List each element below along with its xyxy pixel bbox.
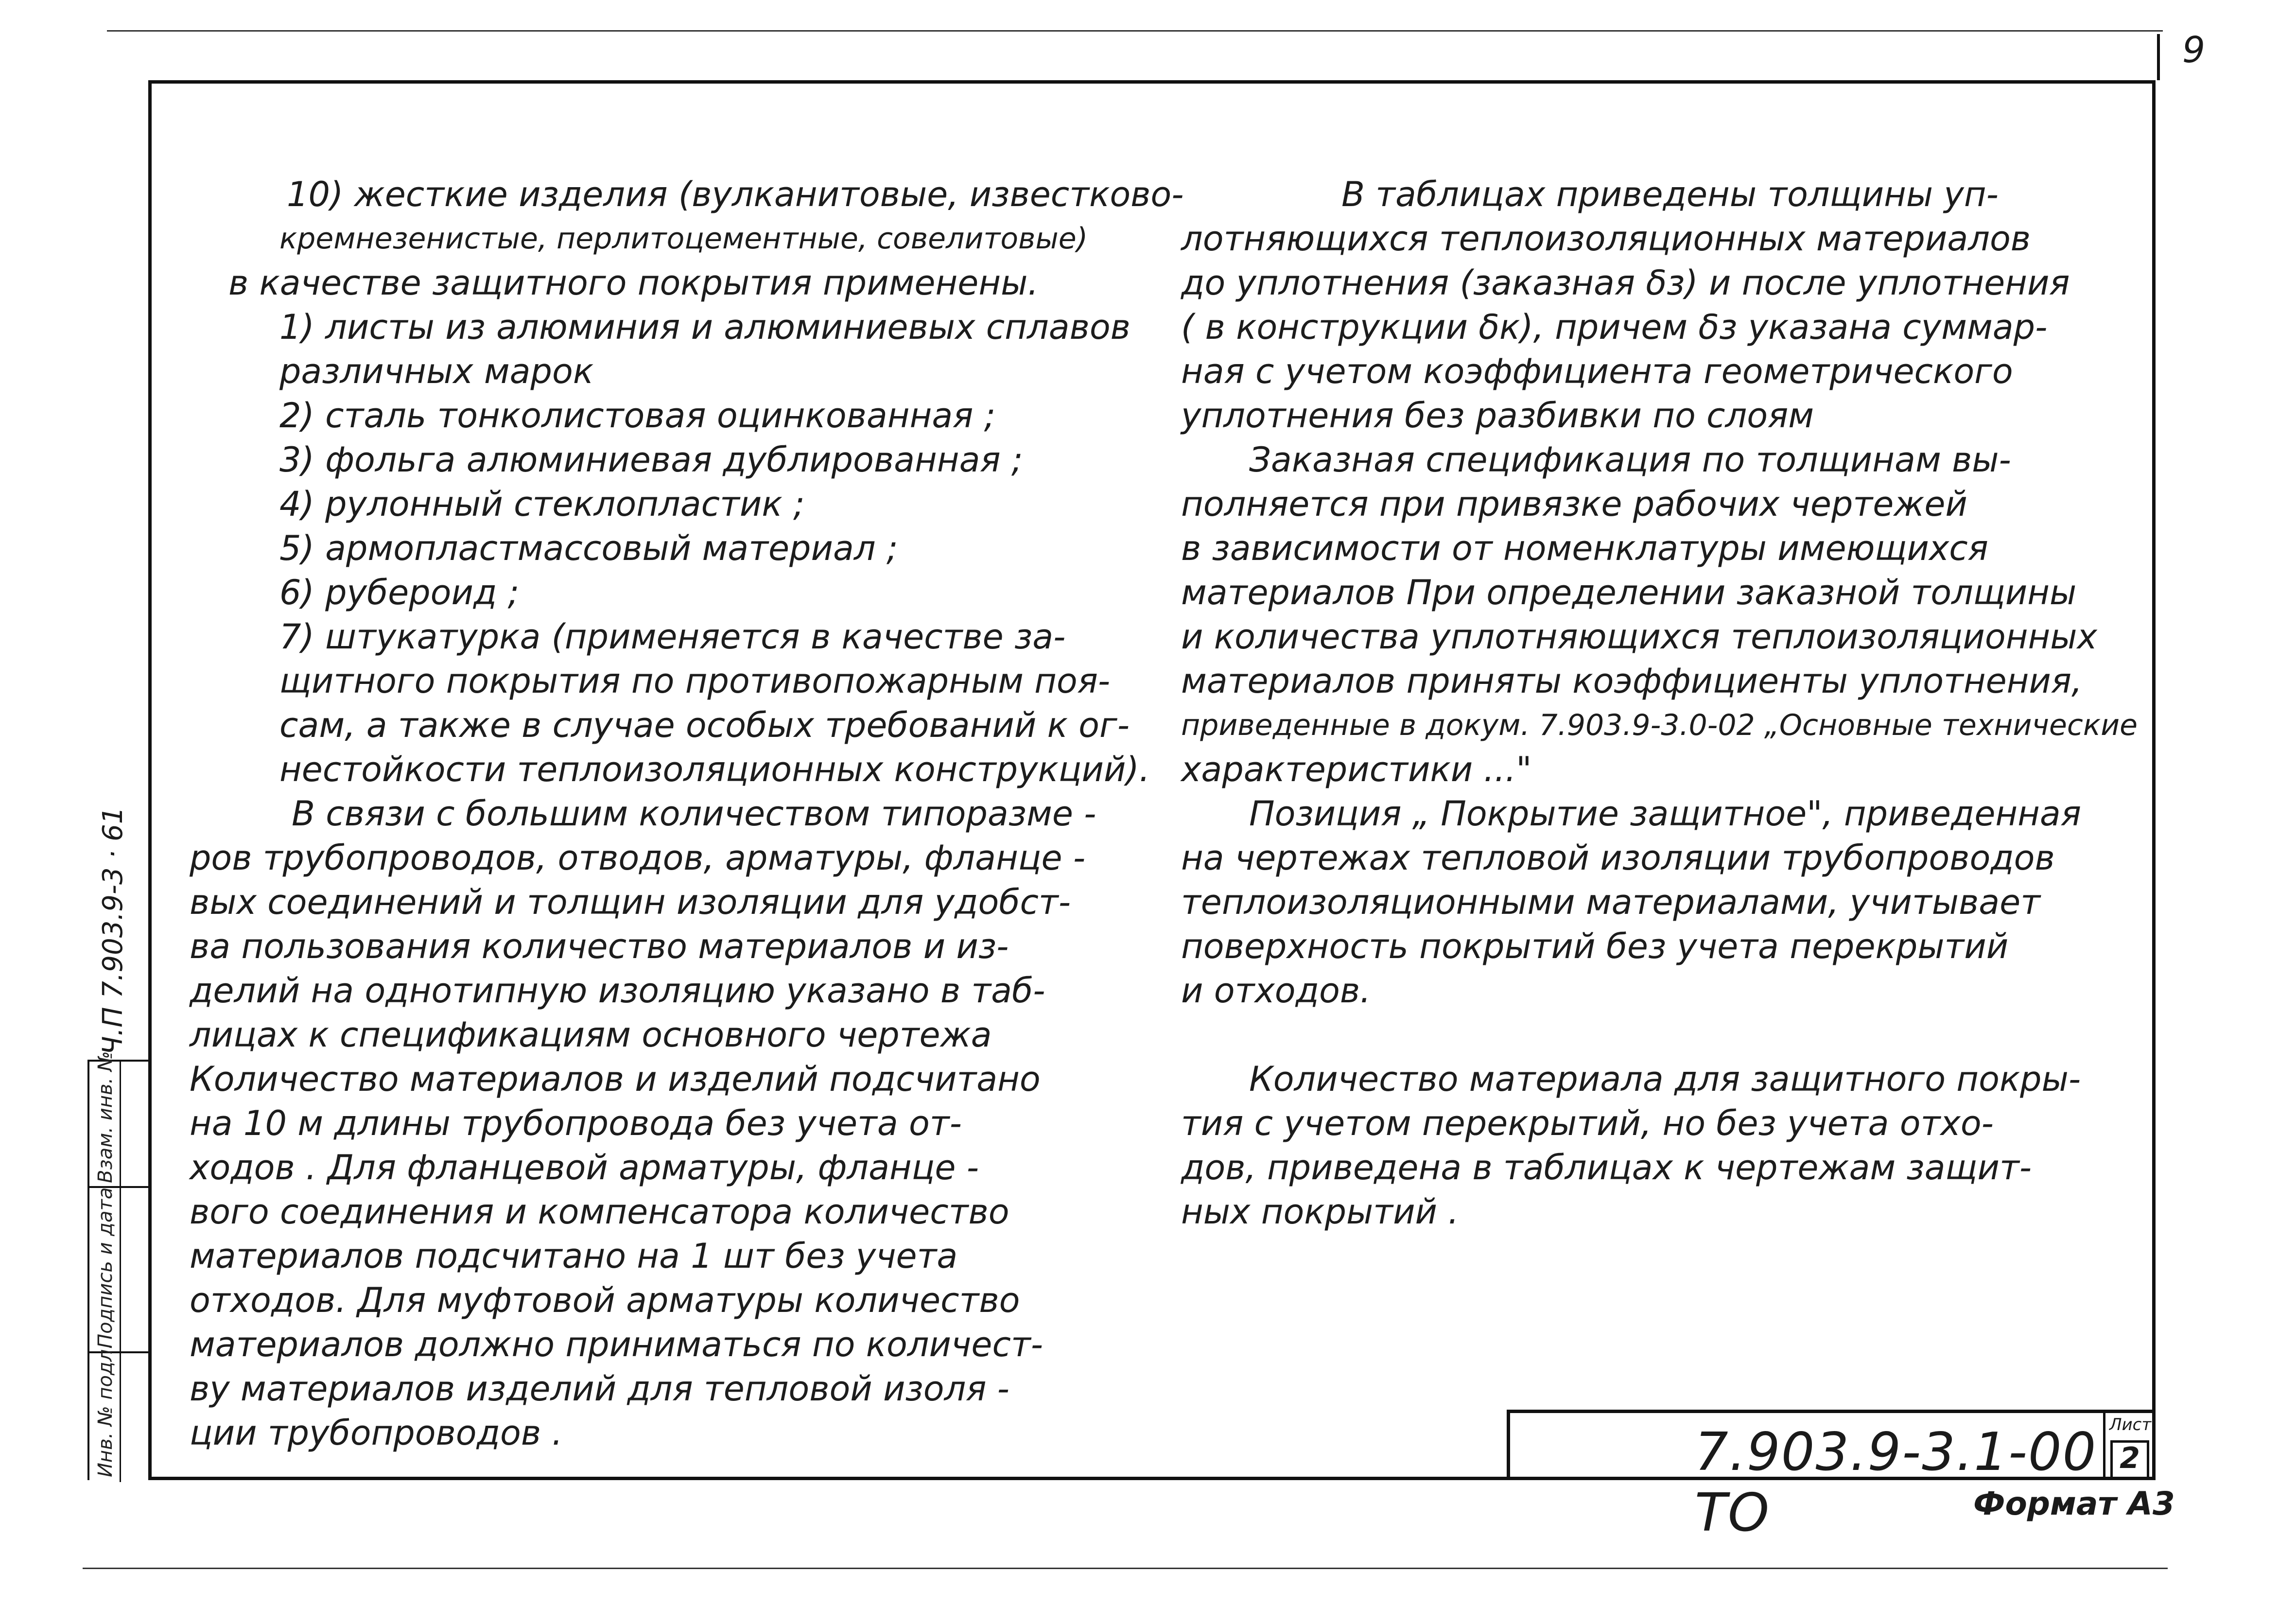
text-line: нестойкости теплоизоляционных конструкций).	[279, 750, 1150, 789]
text-line: лицах к спецификациям основного чертежа	[190, 1015, 992, 1055]
margin-cell-divider	[120, 1062, 121, 1188]
text-line: ву материалов изделий для тепловой изоля -	[190, 1369, 1009, 1409]
text-line: Количество материала для защитного покры-	[1249, 1059, 2081, 1099]
text-line: Количество материалов и изделий подсчитано	[190, 1059, 1041, 1099]
list-item: 1) листы из алюминия и алюминиевых сплавов	[279, 307, 1131, 347]
document-code: 7.903.9-3.1-00 ТО	[1695, 1422, 2097, 1543]
page-number: 9	[2182, 29, 2206, 71]
text-line: ная с учетом коэффициента геометрического	[1181, 351, 2013, 391]
list-item: 3) фольга алюминиевая дублированная ;	[279, 440, 1023, 480]
text-line: ( в конструкции δк), причем δз указана суммар-	[1181, 307, 2048, 347]
format-label: Формат А3	[1973, 1485, 2175, 1522]
text-line: В таблицах приведены толщины уп-	[1341, 175, 1999, 214]
text-line: Позиция „ Покрытие защитное", приведенная	[1249, 794, 2081, 834]
list-item: 6) рубероид ;	[279, 573, 520, 612]
text-line: различных марок	[279, 351, 594, 391]
margin-cell-replace	[89, 1051, 148, 1188]
text-line: теплоизоляционными материалами, учитывает	[1181, 882, 2041, 922]
text-line: приведенные в докум. 7.903.9-3.0-02 „Основные технические	[1181, 708, 2138, 742]
binding-margin-strip	[87, 1051, 148, 1480]
text-line: лотняющихся теплоизоляционных материалов	[1181, 219, 2031, 259]
text-line: и отходов.	[1181, 971, 1371, 1011]
text-line: сам, а также в случае особых требований к ог-	[279, 705, 1130, 745]
text-line: в зависимости от номенклатуры имеющихся	[1181, 528, 1988, 568]
text-line: щитного покрытия по противопожарным поя-	[279, 661, 1111, 701]
text-line: ных покрытий .	[1181, 1192, 1459, 1232]
left-text-column	[190, 173, 1184, 1455]
text-line: ва пользования количество материалов и из-	[190, 926, 1009, 966]
spacer-line	[1181, 1013, 2138, 1057]
right-text-column	[1181, 173, 2138, 1234]
text-line: делий на однотипную изоляцию указано в таб-	[190, 971, 1045, 1011]
sheet-number: 2	[2110, 1440, 2149, 1479]
margin-cell-divider	[120, 1353, 121, 1482]
text-line: полняется при привязке рабочих чертежей	[1181, 484, 1967, 524]
text-line: характеристики ..."	[1181, 750, 1532, 789]
margin-cell-divider	[120, 1188, 121, 1353]
bottom-border-line	[83, 1568, 2168, 1569]
margin-cell-inventory	[89, 1343, 148, 1482]
vertical-doc-code: Ч.П 7.903.9-3 · 61	[97, 806, 129, 1055]
text-line: уплотнения без разбивки по слоям	[1181, 396, 1814, 436]
text-line: ров трубопроводов, отводов, арматуры, фланце -	[190, 838, 1086, 878]
list-item: 5) армопластмассовый материал ;	[279, 528, 898, 568]
sheet-box	[2103, 1413, 2156, 1480]
list-item: 2) сталь тонколистовая оцинкованная ;	[279, 396, 996, 436]
text-line: дов, приведена в таблицах к чертежам защит-	[1181, 1148, 2032, 1188]
text-line: до уплотнения (заказная δз) и после уплотнения	[1181, 263, 2070, 303]
text-line: кремнезенистые, перлитоцементные, совелитовые)	[279, 222, 1088, 256]
top-border-line	[107, 30, 2163, 32]
margin-cell-signature	[89, 1186, 148, 1353]
text-line: материалов приняты коэффициенты уплотнения,	[1181, 661, 2083, 701]
margin-label-replace: Взам. инв. №	[94, 1051, 117, 1183]
text-line: и количества уплотняющихся теплоизоляционных	[1181, 617, 2097, 657]
page-number-separator	[2157, 34, 2160, 80]
text-line: В связи с большим количеством типоразме -	[292, 794, 1096, 834]
margin-label-inventory: Инв. № подл.	[94, 1343, 117, 1477]
sheet-label: Лист	[2109, 1415, 2152, 1434]
text-line: материалов При определении заказной толщины	[1181, 573, 2077, 612]
text-line: в качестве защитного покрытия применены.	[228, 263, 1039, 303]
text-line: 10) жесткие изделия (вулканитовые, известково-	[287, 175, 1184, 214]
text-line: ции трубопроводов .	[190, 1413, 563, 1453]
text-line: тия с учетом перекрытий, но без учета отхо-	[1181, 1103, 1994, 1143]
text-line: вого соединения и компенсатора количество	[190, 1192, 1009, 1232]
list-item: 4) рулонный стеклопластик ;	[279, 484, 805, 524]
text-line: на 10 м длины трубопровода без учета от-	[190, 1103, 962, 1143]
text-line: Заказная спецификация по толщинам вы-	[1249, 440, 2011, 480]
margin-label-signature: Подпись и дата	[94, 1187, 117, 1348]
text-line: ходов . Для фланцевой арматуры, фланце -	[190, 1148, 979, 1188]
list-item: 7) штукатурка (применяется в качестве за-	[279, 617, 1066, 657]
text-line: на чертежах тепловой изоляции трубопроводов	[1181, 838, 2055, 878]
text-line: отходов. Для муфтовой арматуры количество	[190, 1280, 1020, 1320]
text-line: поверхность покрытий без учета перекрытий	[1181, 926, 2009, 966]
text-line: вых соединений и толщин изоляции для удобст-	[190, 882, 1071, 922]
text-line: материалов подсчитано на 1 шт без учета	[190, 1236, 958, 1276]
text-line: материалов должно приниматься по количест-	[190, 1325, 1043, 1364]
